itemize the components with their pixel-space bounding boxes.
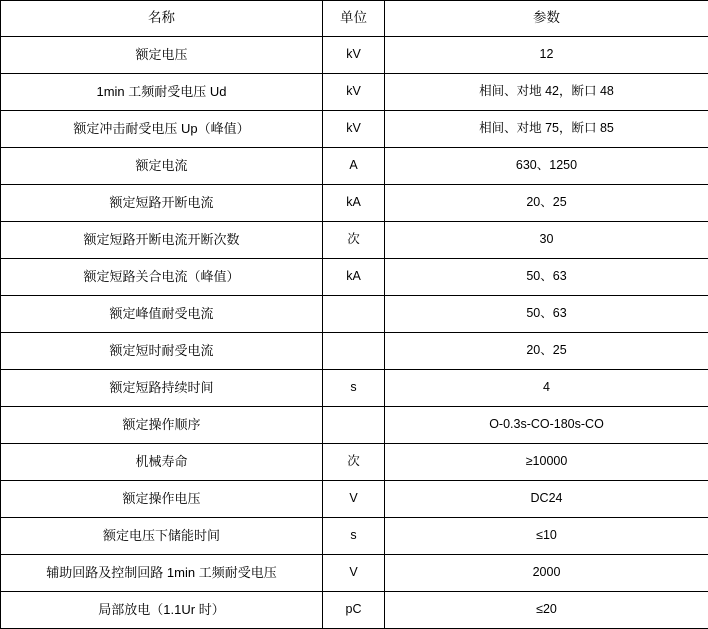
table-row <box>1 370 708 407</box>
cell-parameter: 相间、对地 75，断口 85 <box>385 111 708 148</box>
cell-parameter: 630、1250 <box>385 148 708 185</box>
cell-name: 局部放电（1.1Ur 时） <box>1 592 323 629</box>
column-header-name: 名称 <box>1 1 323 37</box>
cell-parameter: ≥10000 <box>385 444 708 481</box>
cell-name: 额定短路开断电流开断次数 <box>1 222 323 259</box>
table-row <box>1 444 708 481</box>
cell-unit <box>323 407 385 444</box>
table-row <box>1 148 708 185</box>
cell-parameter: 50、63 <box>385 296 708 333</box>
table-row <box>1 333 708 370</box>
cell-unit <box>323 333 385 370</box>
cell-unit: 次 <box>323 444 385 481</box>
cell-parameter: 30 <box>385 222 708 259</box>
table-row <box>1 222 708 259</box>
cell-parameter: 20、25 <box>385 333 708 370</box>
cell-parameter: O-0.3s-CO-180s-CO <box>385 407 708 444</box>
cell-name: 辅助回路及控制回路 1min 工频耐受电压 <box>1 555 323 592</box>
cell-unit: s <box>323 370 385 407</box>
table-row <box>1 518 708 555</box>
cell-parameter: ≤10 <box>385 518 708 555</box>
cell-unit: pC <box>323 592 385 629</box>
cell-parameter: 2000 <box>385 555 708 592</box>
cell-name: 1min 工频耐受电压 Ud <box>1 74 323 111</box>
cell-parameter: 相间、对地 42，断口 48 <box>385 74 708 111</box>
table-body <box>1 37 708 629</box>
cell-name: 额定峰值耐受电流 <box>1 296 323 333</box>
table-row <box>1 259 708 296</box>
cell-name: 额定电流 <box>1 148 323 185</box>
column-header-unit: 单位 <box>323 1 385 37</box>
cell-unit: kV <box>323 37 385 74</box>
cell-unit: 次 <box>323 222 385 259</box>
cell-name: 额定电压下储能时间 <box>1 518 323 555</box>
table-row <box>1 296 708 333</box>
cell-unit: kA <box>323 259 385 296</box>
cell-parameter: 20、25 <box>385 185 708 222</box>
table-row <box>1 407 708 444</box>
table-row <box>1 37 708 74</box>
cell-name: 额定冲击耐受电压 Up（峰值） <box>1 111 323 148</box>
cell-parameter: ≤20 <box>385 592 708 629</box>
table-header-row <box>1 1 708 37</box>
table-row <box>1 185 708 222</box>
cell-unit: kV <box>323 111 385 148</box>
cell-unit: s <box>323 518 385 555</box>
table-row <box>1 111 708 148</box>
table-row <box>1 555 708 592</box>
cell-unit: kV <box>323 74 385 111</box>
cell-name: 额定短路开断电流 <box>1 185 323 222</box>
cell-parameter: 50、63 <box>385 259 708 296</box>
cell-name: 额定操作顺序 <box>1 407 323 444</box>
cell-unit: kA <box>323 185 385 222</box>
cell-unit: A <box>323 148 385 185</box>
cell-unit: V <box>323 555 385 592</box>
cell-name: 额定短时耐受电流 <box>1 333 323 370</box>
table-row <box>1 592 708 629</box>
cell-unit <box>323 296 385 333</box>
cell-name: 额定操作电压 <box>1 481 323 518</box>
cell-parameter: 12 <box>385 37 708 74</box>
cell-unit: V <box>323 481 385 518</box>
cell-name: 机械寿命 <box>1 444 323 481</box>
cell-name: 额定电压 <box>1 37 323 74</box>
column-header-parameter: 参数 <box>385 1 708 37</box>
table-header <box>1 1 708 37</box>
cell-parameter: 4 <box>385 370 708 407</box>
table-row <box>1 74 708 111</box>
cell-name: 额定短路持续时间 <box>1 370 323 407</box>
cell-parameter: DC24 <box>385 481 708 518</box>
table-row <box>1 481 708 518</box>
cell-name: 额定短路关合电流（峰值） <box>1 259 323 296</box>
